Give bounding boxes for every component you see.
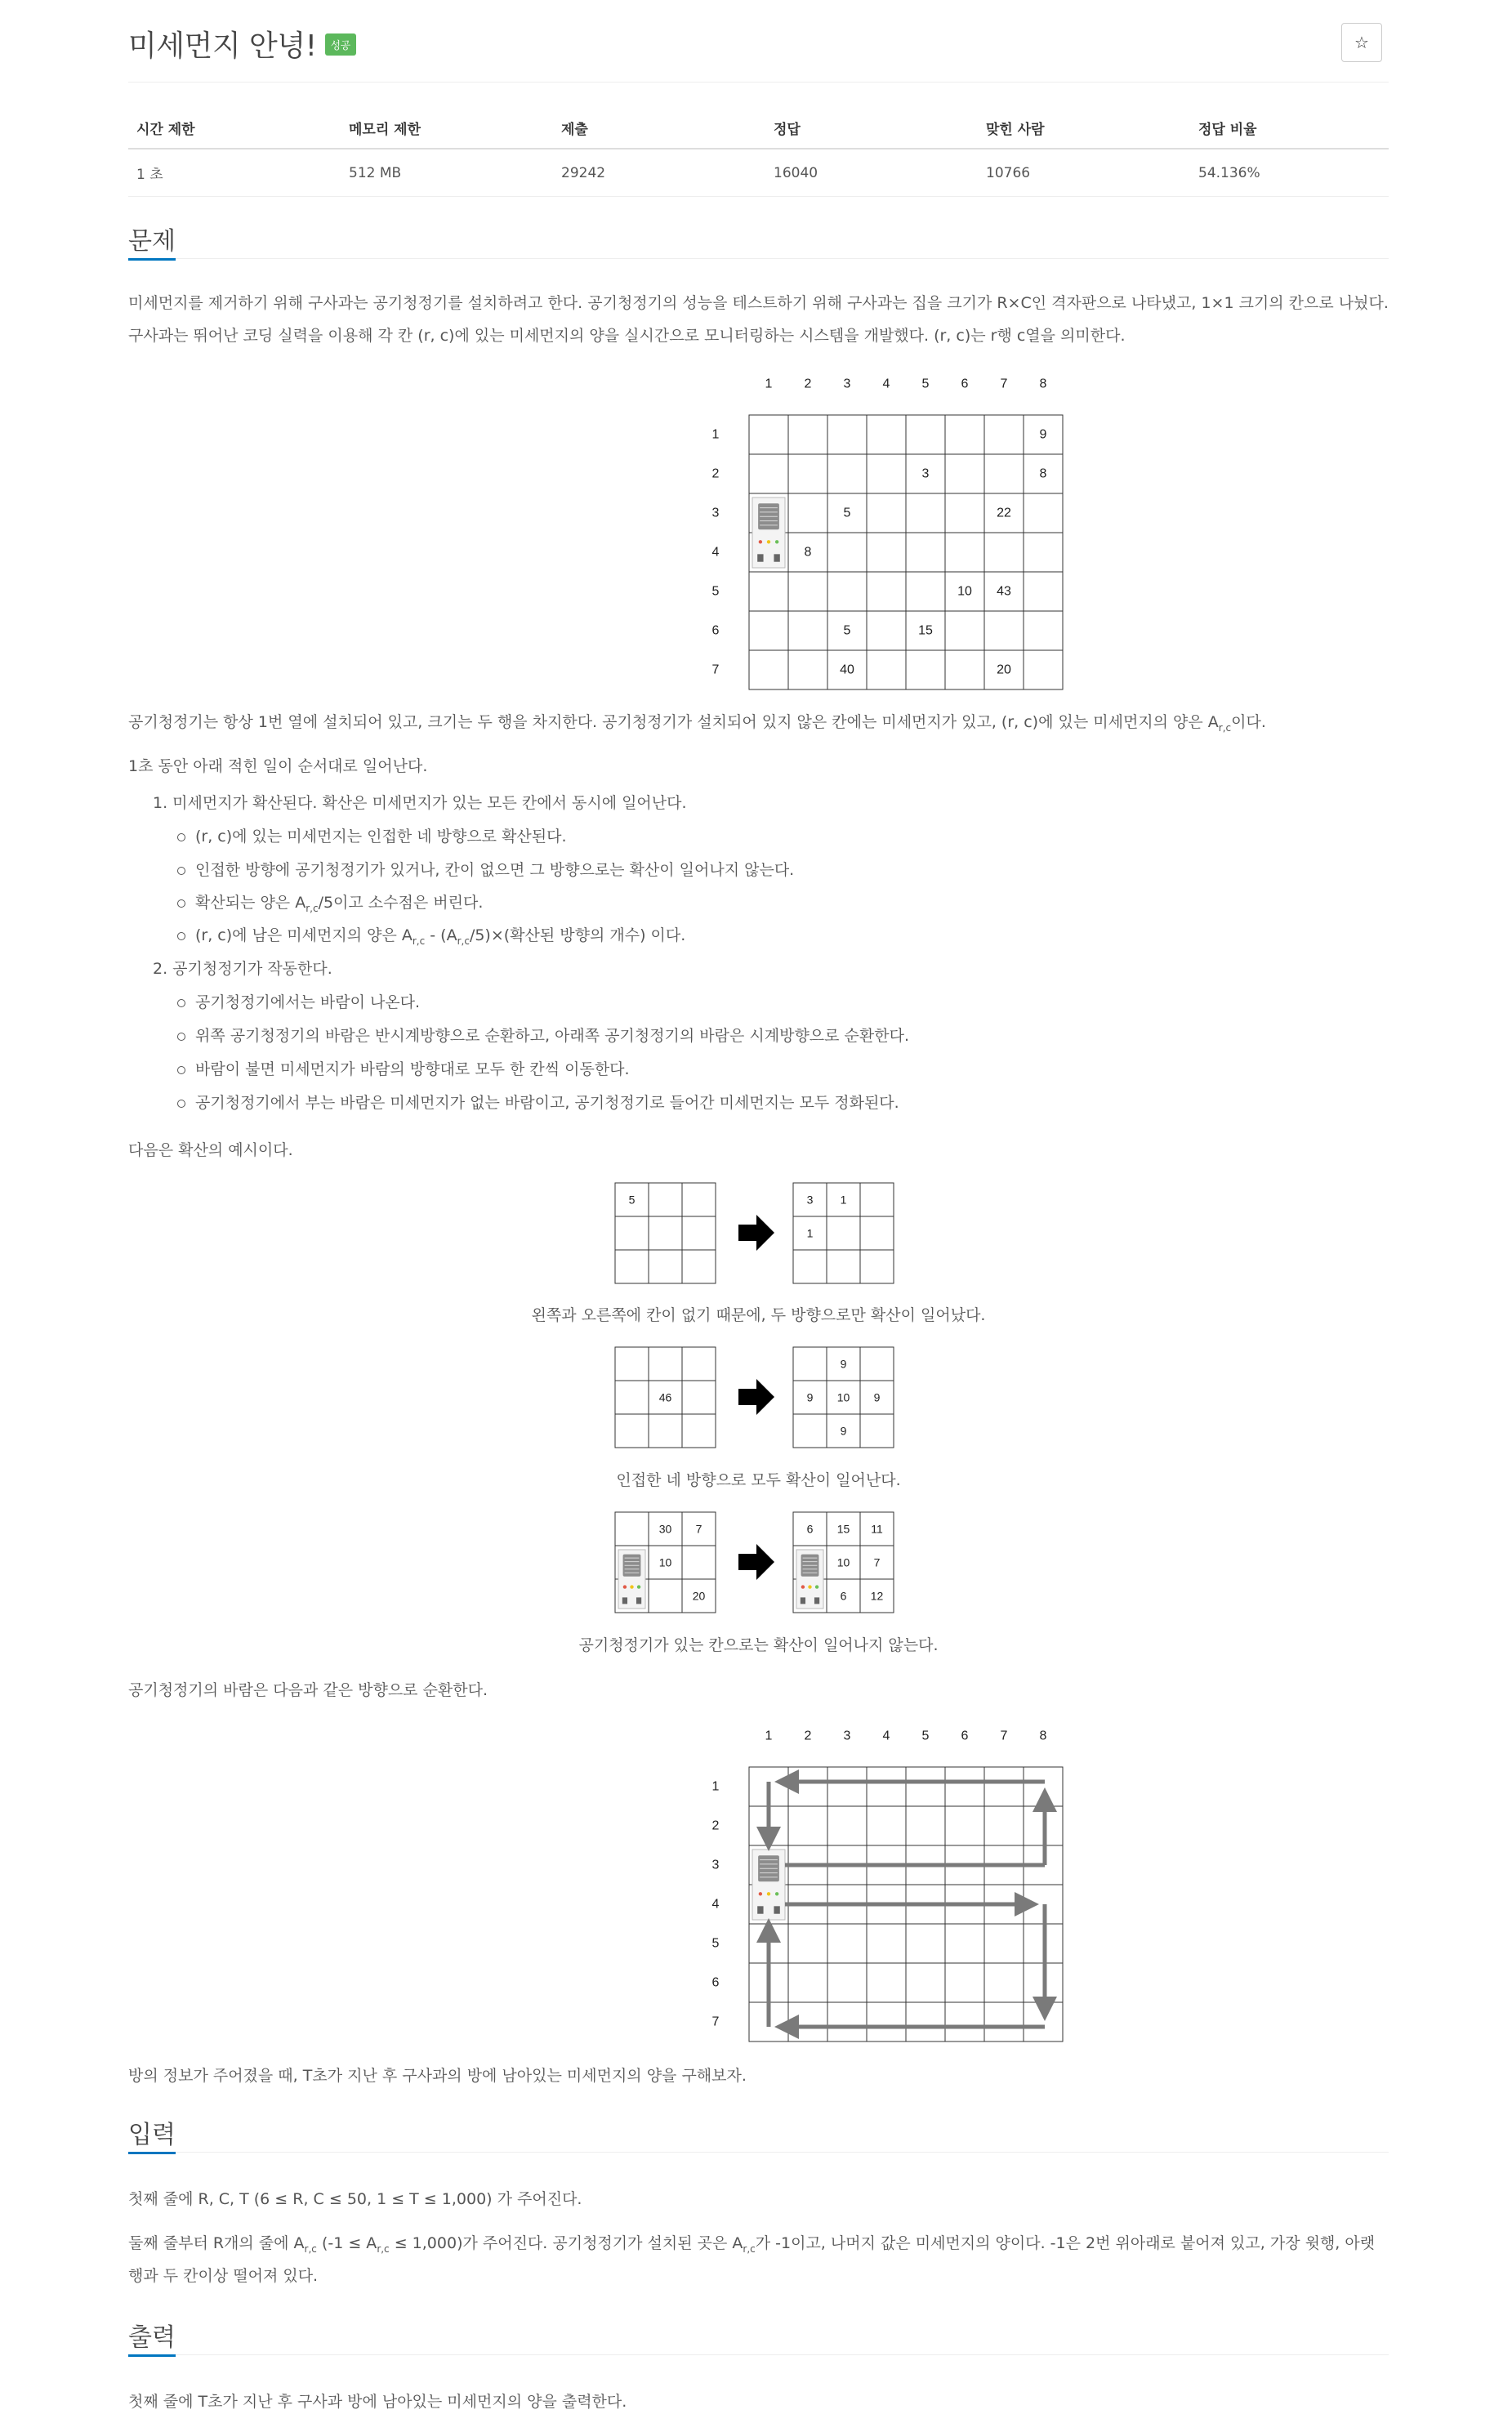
example-right-cell (860, 1347, 894, 1381)
air-purifier-icon (752, 1850, 785, 1920)
problem-title-text: 미세먼지 안녕! (128, 29, 317, 63)
info-memory-limit: 512 MB (341, 149, 553, 197)
p2-sub: r,c (1218, 721, 1232, 734)
air-circulation-figure (561, 1718, 1047, 2045)
grid-col-label: 4 (882, 1729, 890, 1743)
solved-badge: 성공 (325, 33, 356, 56)
grid-cell (945, 2002, 984, 2041)
grid-cell (945, 1767, 984, 1806)
p2-end: 이다. (1231, 713, 1266, 731)
info-header-memory: 메모리 제한 (341, 106, 553, 149)
example-left-cell (615, 1381, 649, 1414)
grid-cell (788, 415, 827, 454)
step-2-item-4: 공기청정기에서 부는 바람은 미세먼지가 없는 바람이고, 공기청정기로 들어간 미세먼지는 모두 정화된다. (195, 1091, 899, 1113)
grid-cell (749, 454, 788, 493)
grid-cell (984, 415, 1024, 454)
grid-cell (788, 493, 827, 533)
grid-cell (906, 650, 945, 689)
grid-cell (945, 1924, 984, 1963)
grid-col-label: 1 (765, 1729, 773, 1743)
example-left-cell (615, 1414, 649, 1448)
grid-col-label: 7 (1000, 1729, 1008, 1743)
input-section-heading (128, 2114, 1389, 2150)
example-left-cell (682, 1216, 716, 1250)
in2-sub2: r,c (377, 2242, 390, 2255)
grid-cell (945, 533, 984, 572)
example-left-cell (682, 1250, 716, 1283)
example-left-cell-value: 5 (628, 1193, 636, 1207)
problem-para-3: 1초 동안 아래 적힌 일이 순서대로 일어난다. (128, 757, 428, 775)
grid-cell (867, 611, 906, 650)
heading-underline (128, 2354, 176, 2357)
problem-intro: 미세먼지를 제거하기 위해 구사과는 공기청정기를 설치하려고 한다. 공기청정기의 성능을 테스트하기 위해 구사과는 집을 크기가 R×C인 격자판으로 나타냈고, 1×1 크기의 칸으로 나눴다. 구사과는 뛰어난 코딩 실력을 이용해 각 칸 (r, c)에 있는 미세먼지의 양을 실시간으로 모니터링하는 시스템을 개발했다. (r, c)는 r행 c열을 의미한다. (128, 294, 1389, 345)
grid-cell (867, 572, 906, 611)
purifier-foot-right (814, 1597, 819, 1604)
s4-sub1: r,c (412, 935, 426, 947)
grid-cell-value: 8 (804, 545, 812, 560)
p2-text: 공기청정기는 항상 1번 열에 설치되어 있고, 크기는 두 행을 차지한다. 공기청정기가 설치되어 있지 않은 칸에는 미세먼지가 있고, (r, c)에 있는 미세먼지의 양은 A (128, 713, 1219, 731)
purifier-light-yellow (808, 1585, 811, 1588)
grid-col-label: 1 (765, 377, 773, 391)
grid-cell-value: 8 (1039, 466, 1047, 481)
heading-rule (128, 2354, 1389, 2355)
info-header-accepted: 정답 (765, 106, 978, 149)
grid-row-label: 5 (711, 1936, 720, 1951)
example-left-cell (649, 1414, 682, 1448)
grid-cell (827, 1924, 867, 1963)
grid-cell (827, 1806, 867, 1845)
grid-cell (788, 611, 827, 650)
purifier-light-green (775, 540, 778, 543)
info-value-row (128, 149, 1389, 197)
grid-cell (827, 533, 867, 572)
example-left-cell (682, 1347, 716, 1381)
grid-cell-value: 5 (843, 506, 851, 520)
grid-cell (867, 493, 906, 533)
s4-c: /5)×(확산된 방향의 개수) 이다. (469, 926, 686, 944)
s3-sub: r,c (306, 902, 319, 914)
grid-col-label: 2 (804, 377, 812, 391)
grid-cell (906, 2002, 945, 2041)
grid-cell (906, 1963, 945, 2002)
example-left-cell-value: 20 (692, 1589, 706, 1603)
example-right-cell-value: 3 (806, 1193, 814, 1207)
step-2-item-1: 공기청정기에서는 바람이 나온다. (195, 990, 420, 1012)
example-left-cell (682, 1183, 716, 1216)
heading-underline (128, 2152, 176, 2154)
problem-title (128, 23, 356, 65)
favorite-star-button[interactable] (1341, 23, 1382, 62)
purifier-light-green (775, 1892, 778, 1895)
problem-section-heading (128, 221, 1389, 257)
purifier-light-red (623, 1585, 627, 1588)
grid-cell (984, 1767, 1024, 1806)
grid-row-label: 2 (711, 466, 720, 481)
air-purifier-icon (796, 1550, 823, 1609)
example-left-cell (615, 1512, 649, 1546)
purifier-foot-right (636, 1597, 641, 1604)
example-right-cell (793, 1414, 827, 1448)
example-right-cell (860, 1414, 894, 1448)
grid-cell (906, 415, 945, 454)
grid-row-label: 3 (711, 1858, 720, 1872)
example-left-cell-value: 7 (695, 1522, 702, 1536)
grid-cell (749, 611, 788, 650)
s3-b: /5이고 소수점은 버린다. (318, 894, 484, 912)
s3-a: 확산되는 양은 A (195, 894, 306, 912)
grid-cell (867, 650, 906, 689)
problem-para-6: 방의 정보가 주어졌을 때, T초가 지난 후 구사과의 방에 남아있는 미세먼지의 양을 구해보자. (128, 2067, 747, 2085)
grid-row-label: 2 (711, 1818, 720, 1833)
input-line-2 (128, 2227, 1389, 2292)
grid-cell (1024, 533, 1063, 572)
grid-cell-value: 40 (840, 663, 854, 677)
heading-rule (128, 2152, 1389, 2153)
example-1-caption: 왼쪽과 오른쪽에 칸이 없기 때문에, 두 방향으로만 확산이 일어났다. (531, 1306, 986, 1324)
info-header-solvers: 맞힌 사람 (978, 106, 1190, 149)
example-right-cell (860, 1216, 894, 1250)
in2-sub1: r,c (304, 2242, 317, 2255)
output-section-heading (128, 2317, 1389, 2353)
diffusion-example-2 (614, 1346, 904, 1449)
grid-cell (945, 415, 984, 454)
example-right-cell-value: 1 (840, 1193, 847, 1207)
grid-cell (867, 415, 906, 454)
grid-col-label: 5 (921, 377, 930, 391)
in2-b: (-1 ≤ A (316, 2234, 377, 2252)
purifier-foot-left (801, 1597, 805, 1604)
grid-cell-value: 9 (1039, 427, 1047, 442)
grid-cell (945, 611, 984, 650)
grid-cell (867, 1767, 906, 1806)
s4-b: - (A (425, 926, 457, 944)
arrow-right-icon (738, 1379, 774, 1415)
grid-cell-value: 22 (997, 506, 1011, 520)
grid-col-label: 6 (961, 377, 969, 391)
example-right-cell-value: 10 (836, 1555, 850, 1569)
diffusion-example-1 (614, 1182, 904, 1285)
example-left-cell (682, 1414, 716, 1448)
s4-sub2: r,c (457, 935, 470, 947)
info-header-submit: 제출 (553, 106, 765, 149)
grid-cell (867, 533, 906, 572)
in2-sub3: r,c (743, 2242, 756, 2255)
grid-cell (1024, 650, 1063, 689)
example-3-caption: 공기청정기가 있는 칸으로는 확산이 일어나지 않는다. (578, 1636, 939, 1654)
grid-cell (827, 1963, 867, 2002)
purifier-foot-right (774, 554, 779, 561)
grid-row-label: 7 (711, 663, 720, 677)
step-2-item-2: 위쪽 공기청정기의 바람은 반시계방향으로 순환하고, 아래쪽 공기청정기의 바람은 시계방향으로 순환한다. (195, 1024, 909, 1046)
example-left-cell (649, 1216, 682, 1250)
grid-col-label: 5 (921, 1729, 930, 1743)
example-right-cell-value: 7 (873, 1555, 881, 1569)
air-purifier-icon (752, 498, 785, 568)
grid-cell (906, 533, 945, 572)
example-left-cell (615, 1250, 649, 1283)
info-accepted: 16040 (765, 149, 978, 197)
example-right-cell (860, 1250, 894, 1283)
grid-cell (906, 1767, 945, 1806)
grid-cell (788, 454, 827, 493)
step-1-item-4 (195, 923, 685, 945)
example-right-cell (793, 1250, 827, 1283)
grid-cell (749, 572, 788, 611)
problem-para-2 (128, 706, 1389, 739)
heading-underline (128, 258, 176, 261)
grid-cell (984, 1924, 1024, 1963)
grid-cell (749, 415, 788, 454)
example-right-cell-value: 9 (873, 1390, 881, 1404)
info-header-ratio: 정답 비율 (1190, 106, 1389, 149)
grid-cell (984, 1806, 1024, 1845)
grid-cell (867, 2002, 906, 2041)
grid-cell (906, 493, 945, 533)
grid-row-label: 4 (711, 545, 720, 560)
grid-col-label: 2 (804, 1729, 812, 1743)
info-header-time: 시간 제한 (128, 106, 341, 149)
grid-cell (984, 533, 1024, 572)
grid-cell (788, 572, 827, 611)
grid-cell (945, 1963, 984, 2002)
step-1-item-2: 인접한 방향에 공기청정기가 있거나, 칸이 없으면 그 방향으로는 확산이 일어나지 않는다. (195, 858, 794, 880)
grid-row-label: 7 (711, 2015, 720, 2029)
step-1-item-1: (r, c)에 있는 미세먼지는 인접한 네 방향으로 확산된다. (195, 824, 567, 846)
grid-row-label: 5 (711, 584, 720, 599)
problem-para-5: 공기청정기의 바람은 다음과 같은 방향으로 순환한다. (128, 1681, 488, 1699)
grid-col-label: 4 (882, 377, 890, 391)
example-right-cell (793, 1347, 827, 1381)
grid-row-label: 4 (711, 1897, 720, 1912)
grid-cell (827, 415, 867, 454)
dust-grid-figure (561, 366, 1047, 693)
grid-cell (827, 2002, 867, 2041)
purifier-foot-right (774, 1906, 779, 1913)
example-left-cell (649, 1347, 682, 1381)
purifier-foot-left (757, 1906, 763, 1913)
purifier-light-red (759, 1892, 762, 1895)
input-heading: 입력 (128, 2121, 176, 2149)
grid-cell-value: 3 (921, 466, 930, 481)
output-line-1: 첫째 줄에 T초가 지난 후 구사과 방에 남아있는 미세먼지의 양을 출력한다. (128, 2393, 627, 2411)
grid-cell (1024, 572, 1063, 611)
grid-cell (984, 1963, 1024, 2002)
grid-cell (945, 454, 984, 493)
problem-heading: 문제 (128, 227, 176, 256)
problem-info-table (128, 106, 1389, 197)
title-row (128, 18, 1389, 67)
grid-row-label: 1 (711, 1779, 720, 1794)
input-line-1: 첫째 줄에 R, C, T (6 ≤ R, C ≤ 50, 1 ≤ T ≤ 1,000) 가 주어진다. (128, 2190, 582, 2208)
grid-cell (1024, 611, 1063, 650)
grid-cell (867, 1924, 906, 1963)
grid-cell (906, 1924, 945, 1963)
grid-row-label: 6 (711, 623, 720, 638)
purifier-foot-left (622, 1597, 627, 1604)
example-left-cell (615, 1347, 649, 1381)
grid-cell-value: 15 (918, 623, 933, 638)
example-right-cell-value: 15 (836, 1522, 850, 1536)
grid-cell (827, 454, 867, 493)
example-left-cell-value: 46 (658, 1390, 672, 1404)
grid-col-label: 8 (1039, 1729, 1047, 1743)
grid-cell (749, 650, 788, 689)
in2-a: 둘째 줄부터 R개의 줄에 A (128, 2234, 305, 2252)
purifier-light-yellow (767, 1892, 770, 1895)
info-submissions: 29242 (553, 149, 765, 197)
purifier-light-yellow (767, 540, 770, 543)
grid-cell (788, 2002, 827, 2041)
example-left-cell (649, 1183, 682, 1216)
purifier-light-green (637, 1585, 640, 1588)
grid-cell (867, 1806, 906, 1845)
grid-col-label: 3 (843, 377, 851, 391)
grid-row-label: 6 (711, 1975, 720, 1990)
grid-cell (827, 572, 867, 611)
example-right-cell-value: 6 (840, 1589, 847, 1603)
arrow-right-icon (738, 1544, 774, 1580)
grid-cell (945, 650, 984, 689)
diffusion-example-3 (614, 1511, 904, 1614)
grid-cell (788, 1963, 827, 2002)
grid-row-label: 3 (711, 506, 720, 520)
arrow-right-icon (738, 1215, 774, 1251)
grid-col-label: 8 (1039, 377, 1047, 391)
example-right-cell-value: 9 (806, 1390, 814, 1404)
info-header-row (128, 106, 1389, 149)
grid-cell-value: 5 (843, 623, 851, 638)
grid-cell (788, 1767, 827, 1806)
purifier-light-red (801, 1585, 805, 1588)
in2-c: ≤ 1,000)가 주어진다. 공기청정기가 설치된 곳은 A (389, 2234, 743, 2252)
example-right-cell (827, 1250, 860, 1283)
problem-para-4: 다음은 확산의 예시이다. (128, 1141, 293, 1159)
grid-cell (867, 1963, 906, 2002)
air-purifier-icon (618, 1550, 645, 1609)
step-1-item-3 (195, 890, 483, 913)
example-left-cell (649, 1250, 682, 1283)
grid-cell-value: 10 (957, 584, 972, 599)
grid-cell (906, 572, 945, 611)
heading-rule (128, 258, 1389, 259)
grid-cell (788, 1806, 827, 1845)
grid-cell (945, 493, 984, 533)
step-1: 1. 미세먼지가 확산된다. 확산은 미세먼지가 있는 모든 칸에서 동시에 일어난다. (153, 794, 687, 812)
example-right-cell-value: 9 (840, 1357, 847, 1371)
example-right-cell-value: 6 (806, 1522, 814, 1536)
purifier-foot-left (757, 554, 763, 561)
grid-col-label: 7 (1000, 377, 1008, 391)
example-2-caption: 인접한 네 방향으로 모두 확산이 일어난다. (616, 1471, 901, 1489)
output-heading: 출력 (128, 2323, 176, 2352)
step-2-item-3: 바람이 불면 미세먼지가 바람의 방향대로 모두 한 칸씩 이동한다. (195, 1057, 630, 1079)
purifier-light-red (759, 540, 762, 543)
example-left-cell (615, 1216, 649, 1250)
star-icon: ☆ (1354, 33, 1369, 52)
purifier-light-green (815, 1585, 818, 1588)
grid-cell (984, 454, 1024, 493)
example-right-cell (860, 1183, 894, 1216)
in2-d: 가 -1이고, 나머지 값은 미세먼지의 양이다. -1은 2번 위아래로 붙어져 있고, 가장 윗행, 아랫 행과 두 칸이상 떨어져 있다. (128, 2234, 1376, 2285)
example-left-cell (682, 1381, 716, 1414)
example-left-cell (682, 1546, 716, 1579)
grid-cell (827, 1767, 867, 1806)
grid-cell-value: 43 (997, 584, 1011, 599)
example-right-cell-value: 11 (871, 1522, 883, 1536)
info-solvers: 10766 (978, 149, 1190, 197)
example-left-cell-value: 10 (658, 1555, 672, 1569)
grid-row-label: 1 (711, 427, 720, 442)
grid-col-label: 6 (961, 1729, 969, 1743)
grid-cell (788, 1924, 827, 1963)
purifier-light-yellow (630, 1585, 633, 1588)
example-right-cell (827, 1216, 860, 1250)
s4-a: (r, c)에 남은 미세먼지의 양은 A (195, 926, 413, 944)
step-2: 2. 공기청정기가 작동한다. (153, 960, 332, 978)
example-right-cell-value: 9 (840, 1424, 847, 1438)
grid-cell-value: 20 (997, 663, 1011, 677)
example-right-cell-value: 1 (806, 1226, 814, 1240)
grid-cell (867, 454, 906, 493)
info-time-limit: 1 초 (128, 149, 341, 197)
grid-cell (984, 611, 1024, 650)
example-right-cell-value: 10 (836, 1390, 850, 1404)
grid-col-label: 3 (843, 1729, 851, 1743)
title-divider (128, 82, 1389, 83)
example-left-cell-value: 30 (658, 1522, 672, 1536)
grid-cell (945, 1806, 984, 1845)
grid-cell (1024, 493, 1063, 533)
grid-cell (788, 650, 827, 689)
grid-cell (984, 2002, 1024, 2041)
example-left-cell (649, 1579, 682, 1613)
example-right-cell-value: 12 (870, 1589, 884, 1603)
grid-cell (906, 1806, 945, 1845)
info-ratio: 54.136% (1190, 149, 1389, 197)
